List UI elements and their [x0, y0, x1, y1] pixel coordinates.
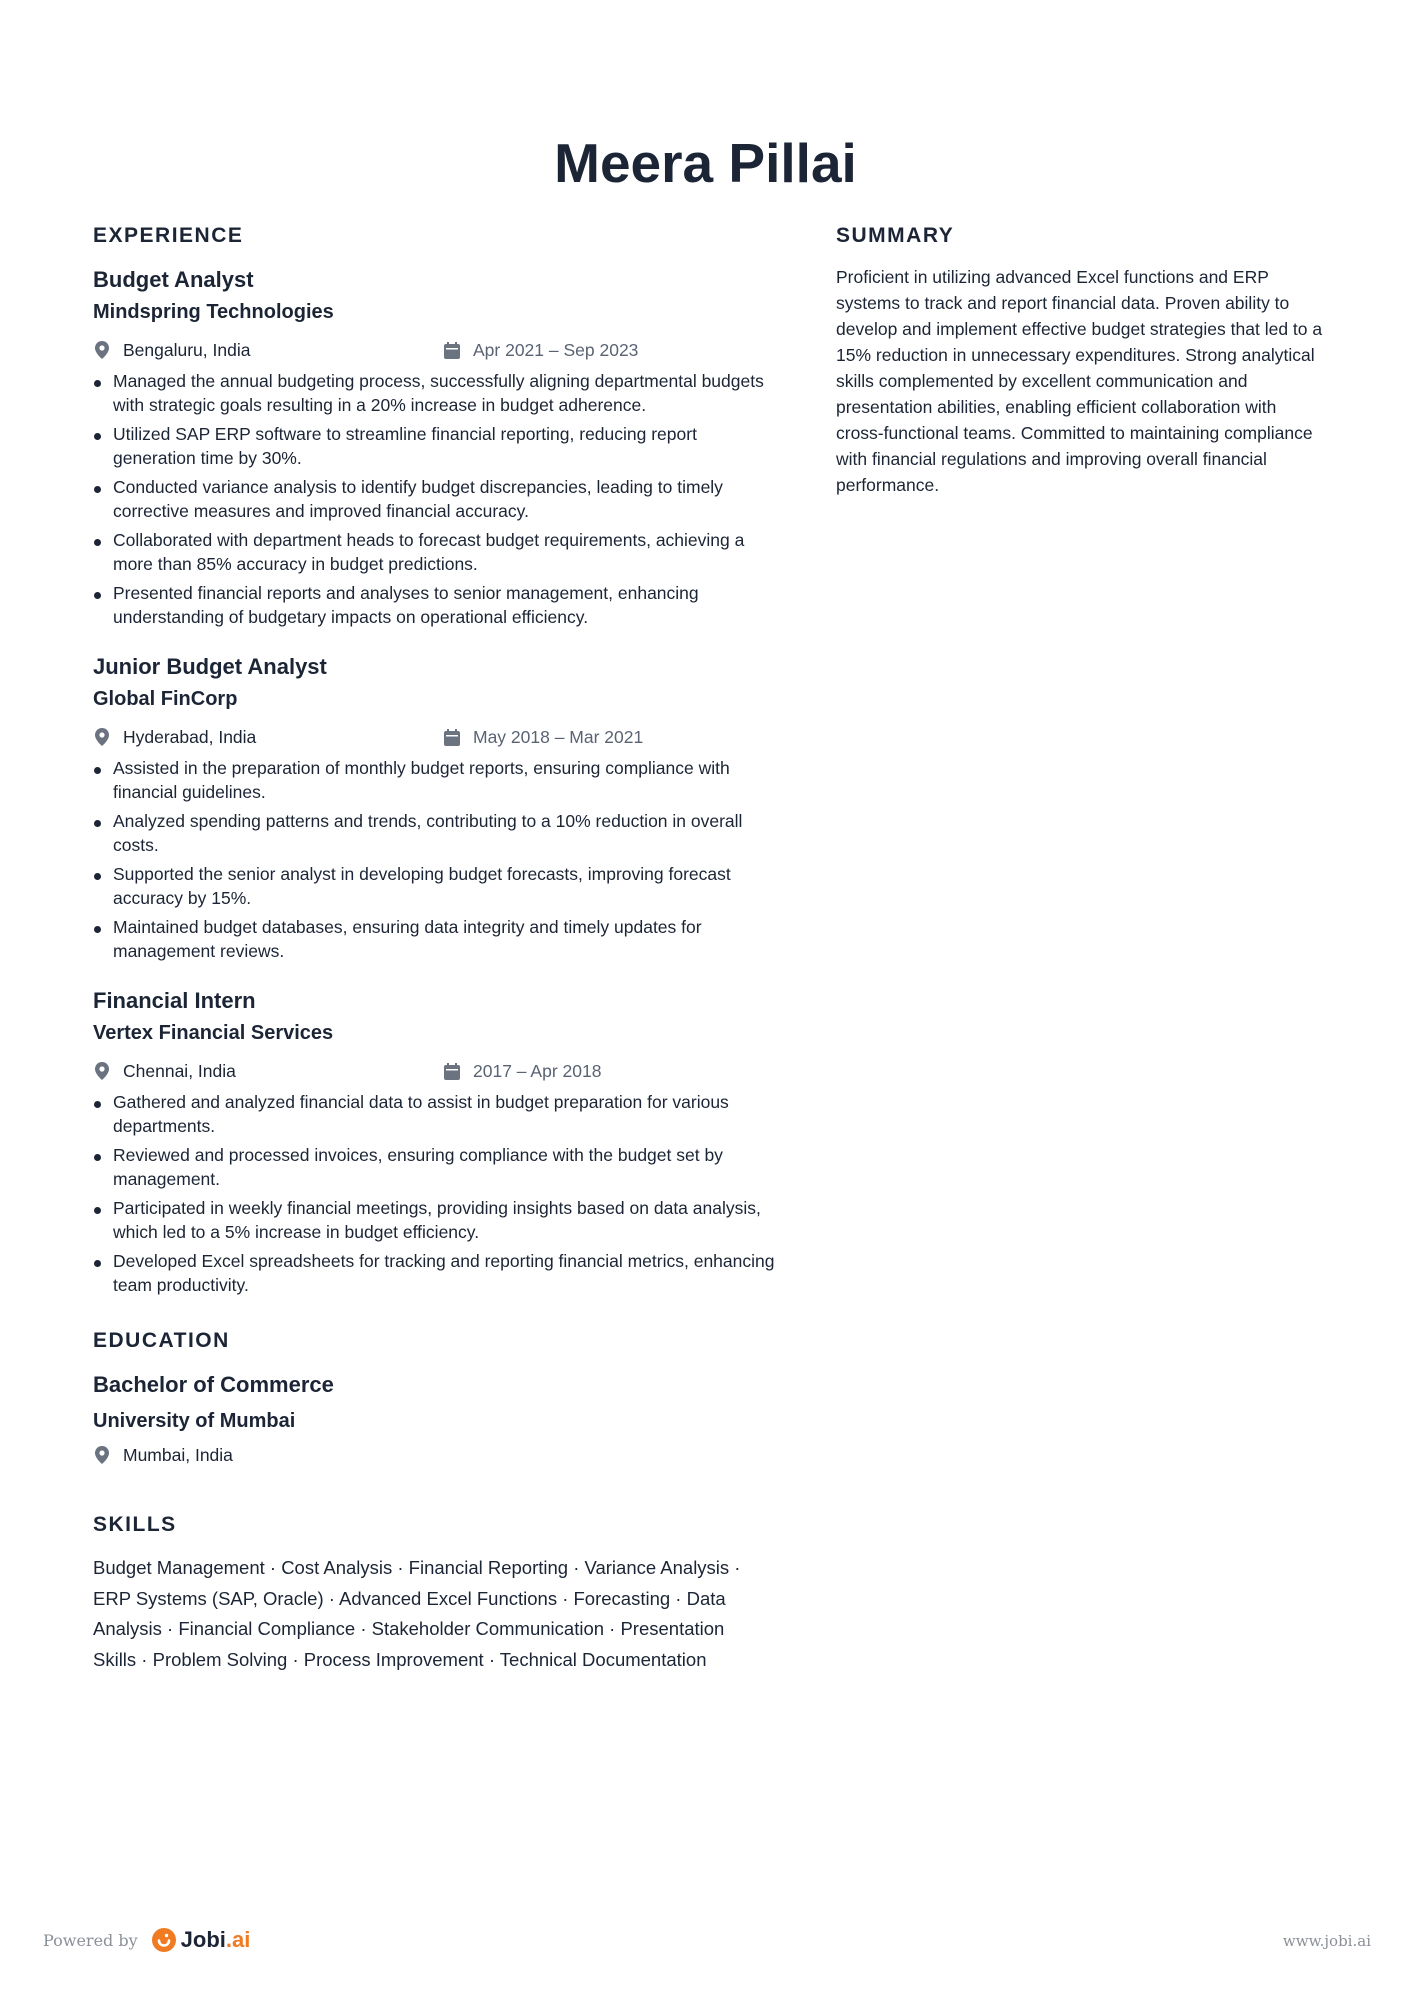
company-name: Global FinCorp	[93, 688, 238, 710]
company-name: Mindspring Technologies	[93, 301, 334, 323]
candidate-name: Meera Pillai	[554, 132, 857, 194]
summary-section	[836, 220, 1326, 498]
school-name: University of Mumbai	[93, 1410, 296, 1432]
summary-heading: SUMMARY	[836, 224, 955, 247]
calendar-icon	[443, 1062, 461, 1080]
job-bullets	[93, 370, 783, 629]
skills-section	[93, 1509, 783, 1675]
location-text: Hyderabad, India	[123, 726, 257, 747]
map-pin-icon	[93, 341, 111, 359]
right-column	[836, 220, 1326, 498]
job-title: Financial Intern	[93, 988, 256, 1013]
bullet-item: Utilized SAP ERP software to streamline financial reporting, reducing report generation time by 30%.	[93, 423, 783, 470]
job-dates	[443, 1061, 601, 1082]
bullet-item: Collaborated with department heads to forecast budget requirements, achieving a more than 85% accuracy in budget predictions.	[93, 529, 783, 576]
bullet-item: Presented financial reports and analyses to senior management, enhancing understanding of budgetary impacts on operational efficiency.	[93, 582, 783, 629]
job-meta	[93, 1055, 783, 1087]
job-title: Junior Budget Analyst	[93, 654, 327, 679]
jobi-logo[interactable]	[152, 1927, 251, 1953]
bullet-item: Assisted in the preparation of monthly budget reports, ensuring compliance with financial guidelines.	[93, 757, 783, 804]
education-location	[93, 1445, 443, 1466]
calendar-icon	[443, 341, 461, 359]
job-location	[93, 1061, 443, 1082]
job-location	[93, 727, 443, 748]
bullet-item: Maintained budget databases, ensuring data integrity and timely updates for management reviews.	[93, 916, 783, 963]
job-meta	[93, 721, 783, 753]
degree-title: Bachelor of Commerce	[93, 1372, 334, 1397]
job-dates	[443, 340, 638, 361]
bullet-item: Supported the senior analyst in developing budget forecasts, improving forecast accuracy by 15%.	[93, 863, 783, 910]
bullet-item: Analyzed spending patterns and trends, contributing to a 10% reduction in overall costs.	[93, 810, 783, 857]
bullet-item: Participated in weekly financial meetings, providing insights based on data analysis, which led to a 5% increase in budget efficiency.	[93, 1197, 783, 1244]
skills-heading: SKILLS	[93, 1513, 177, 1536]
map-pin-icon	[93, 1062, 111, 1080]
job-entry	[93, 651, 783, 963]
map-pin-icon	[93, 728, 111, 746]
bullet-item: Gathered and analyzed financial data to assist in budget preparation for various departments.	[93, 1091, 783, 1138]
experience-heading: EXPERIENCE	[93, 224, 244, 247]
jobi-logo-icon	[152, 1928, 176, 1952]
job-bullets	[93, 757, 783, 963]
bullet-item: Conducted variance analysis to identify budget discrepancies, leading to timely corrective measures and improved financial accuracy.	[93, 476, 783, 523]
job-title: Budget Analyst	[93, 267, 254, 292]
bullet-item: Managed the annual budgeting process, successfully aligning departmental budgets with strategic goals resulting in a 20% increase in budget adherence.	[93, 370, 783, 417]
date-text: Apr 2021 – Sep 2023	[473, 339, 639, 360]
logo-main-text: Jobi	[180, 1927, 226, 1952]
job-meta	[93, 334, 783, 366]
calendar-icon	[443, 728, 461, 746]
bullet-item: Reviewed and processed invoices, ensuring compliance with the budget set by management.	[93, 1144, 783, 1191]
bullet-item: Developed Excel spreadsheets for tracking and reporting financial metrics, enhancing team productivity.	[93, 1250, 783, 1297]
powered-by-footer	[43, 1927, 250, 1953]
education-meta	[93, 1439, 783, 1471]
education-section	[93, 1325, 783, 1471]
job-bullets	[93, 1091, 783, 1297]
skills-list: Budget Management · Cost Analysis · Financial Reporting · Variance Analysis · ERP Systems (SAP, Oracle) · Advanced Excel Functions · Forecasting · Data Analysis · Financial Compliance · Stakeholder Communication · Presentation Skills · Problem Solving · Process Improvement · Technical Documentation	[93, 1557, 741, 1670]
website-link[interactable]: www.jobi.ai	[1282, 1932, 1371, 1950]
job-location	[93, 340, 443, 361]
job-entry	[93, 985, 783, 1297]
location-text: Bengaluru, India	[123, 339, 251, 360]
job-dates	[443, 727, 643, 748]
education-heading: EDUCATION	[93, 1329, 230, 1352]
powered-by-label: Powered by	[43, 1930, 138, 1950]
summary-text: Proficient in utilizing advanced Excel functions and ERP systems to track and report financial data. Proven ability to develop and implement effective budget strategies that led to a 15% reduction in unnecessary expenditures. Strong analytical skills complemented by excellent communication and presentation abilities, enabling efficient collaboration with cross-functional teams. Committed to maintaining compliance with financial regulations and improving overall financial performance.	[836, 267, 1323, 495]
logo-accent-text: .ai	[225, 1927, 251, 1952]
location-text: Chennai, India	[123, 1060, 236, 1081]
location-text: Mumbai, India	[123, 1444, 233, 1465]
map-pin-icon	[93, 1446, 111, 1464]
date-text: May 2018 – Mar 2021	[473, 726, 644, 747]
date-text: 2017 – Apr 2018	[473, 1060, 602, 1081]
company-name: Vertex Financial Services	[93, 1022, 334, 1044]
experience-section	[93, 220, 783, 1297]
job-entry	[93, 264, 783, 629]
left-column	[93, 220, 783, 1675]
